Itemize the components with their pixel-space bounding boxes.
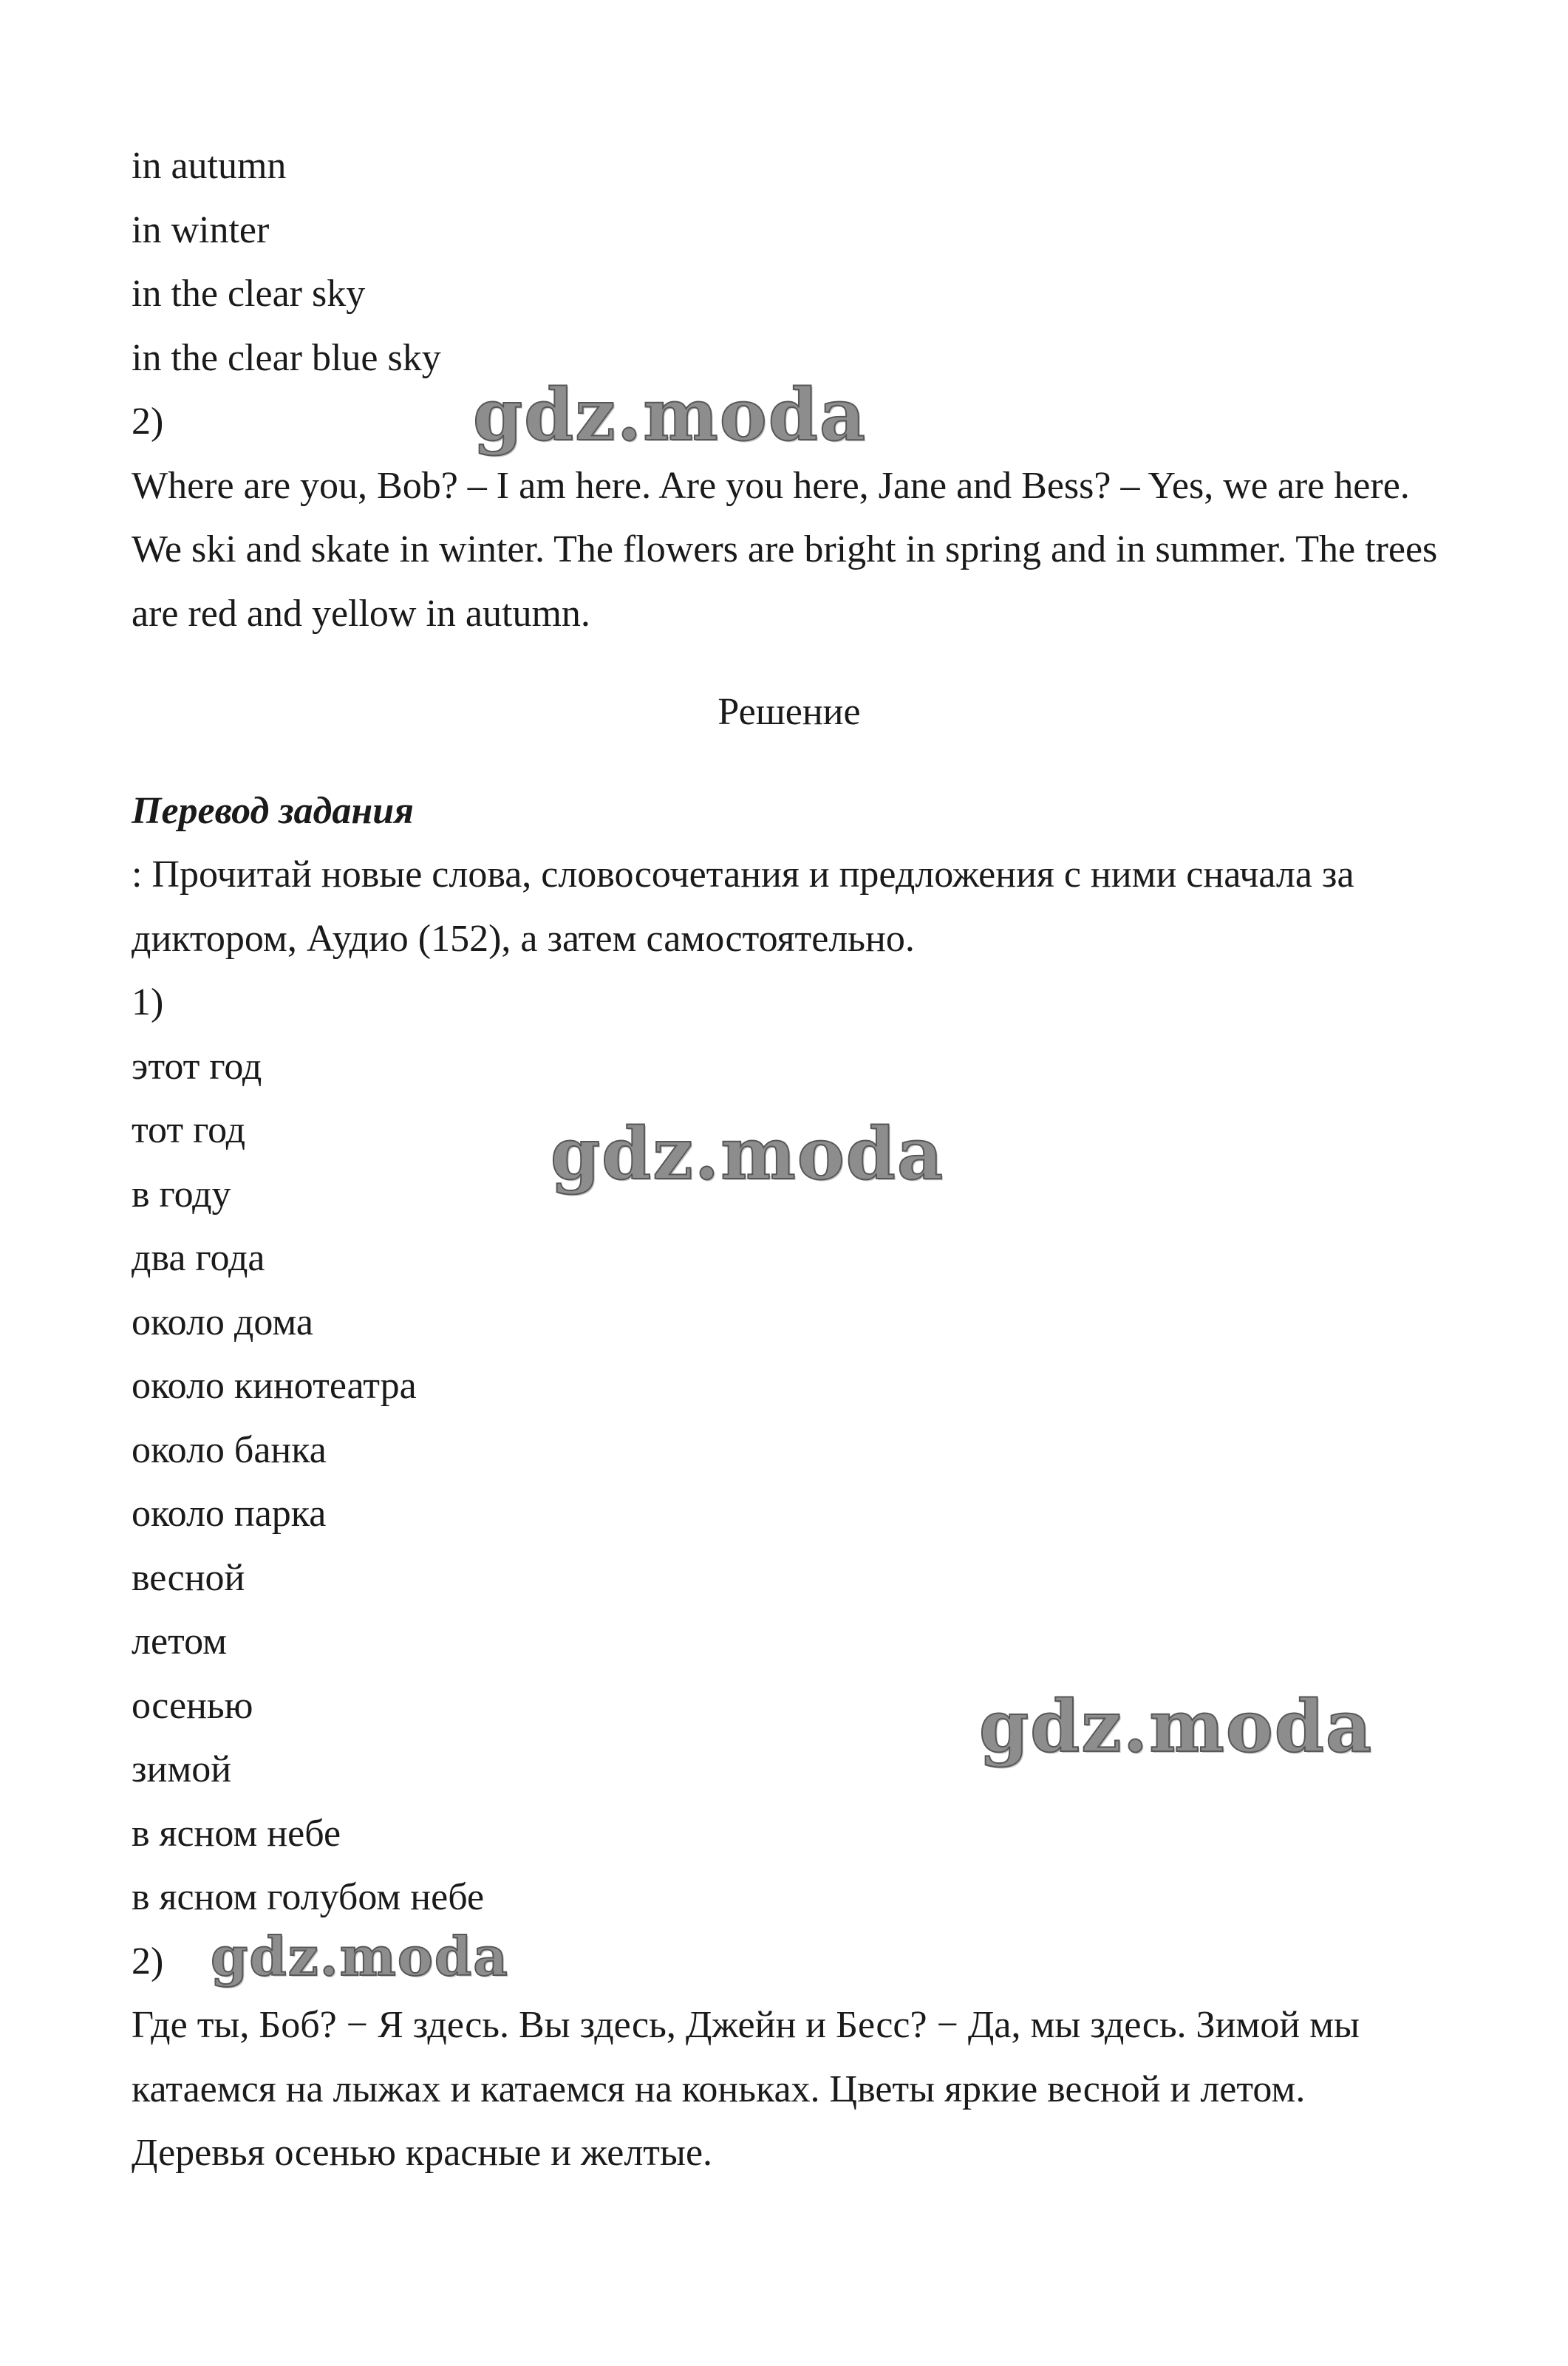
part-label: 1) [132, 981, 164, 1023]
list-item: около дома [132, 1300, 313, 1343]
list-item: около кинотеатра [132, 1365, 417, 1407]
list-item: в ясном небе [132, 1812, 341, 1855]
translation-paragraph: Где ты, Боб? − Я здесь. Вы здесь, Джейн и Бесс? − Да, мы здесь. Зимой мы катаемся на лыжах и катаемся на коньках. Цветы яркие весной и летом. Деревья осенью красные и желтые. [132, 2004, 1360, 2174]
part-label: 2) [132, 400, 164, 443]
translation-instruction: : Прочитай новые слова, словосочетания и предложения с ними сначала за диктором, Аудио (152), а затем самостоятельно. [132, 853, 1354, 960]
list-item: этот год [132, 1045, 262, 1088]
list-item: осенью [132, 1684, 253, 1727]
watermark-logo: gdz.moda [979, 1685, 1374, 1768]
text-line: in winter [132, 208, 270, 251]
text-line: in autumn [132, 145, 287, 187]
list-item: около банка [132, 1428, 327, 1471]
list-item: весной [132, 1556, 245, 1599]
list-item: около парка [132, 1493, 327, 1535]
watermark-logo: gdz.moda [473, 373, 867, 457]
watermark-logo: gdz.moda [211, 1925, 509, 1988]
text-line: in the clear sky [132, 273, 366, 315]
list-item: два года [132, 1237, 265, 1279]
list-item: в ясном голубом небе [132, 1876, 485, 1918]
translation-heading: Перевод задания [132, 789, 414, 832]
list-item: зимой [132, 1748, 232, 1790]
english-paragraph: Where are you, Bob? – I am here. Are you here, Jane and Bess? – Yes, we are here. We ski and skate in winter. The flowers are bright in spring and in summer. The trees are red and yellow in autumn. [132, 464, 1438, 635]
watermark-logo: gdz.moda [550, 1112, 945, 1196]
part-label: 2) [132, 1940, 164, 1983]
list-item: в году [132, 1173, 231, 1216]
solution-title: Решение [717, 691, 861, 733]
list-item: тот год [132, 1109, 246, 1151]
text-line: in the clear blue sky [132, 336, 441, 379]
list-item: летом [132, 1620, 227, 1663]
